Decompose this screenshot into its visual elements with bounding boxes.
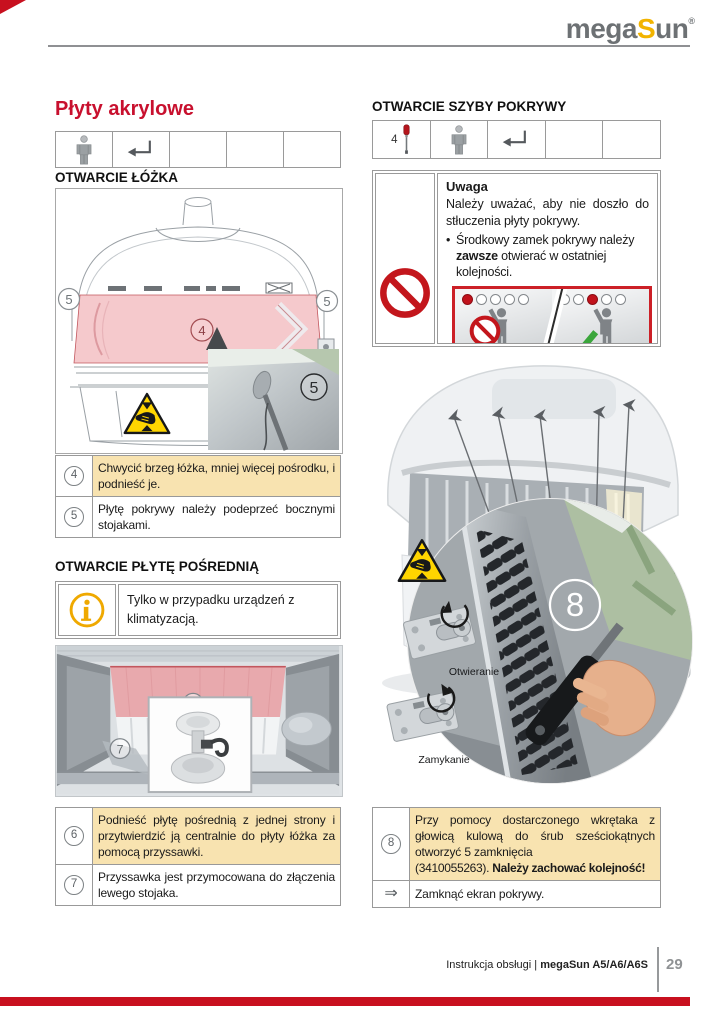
info-text: Tylko w przypadku urządzeń z klimatyzacją. [127,593,295,626]
lock-sequence-correct [552,289,649,345]
table-row [56,808,341,865]
no-sign-icon [379,267,431,319]
step-text: Przyssawka jest przymocowana do złączenia lewego stojaka. [93,865,341,906]
figure-middle-plate-photo [55,645,343,797]
warning-title: Uwaga [446,179,488,194]
callout-5-right [317,291,338,312]
step-text: Chwycić brzeg łóżka, mniej więcej pośrodku, i podnieść je. [93,456,341,497]
steps-table-plate [55,807,341,906]
step-number: 4 [64,466,84,486]
pictogram-strip-right [372,120,661,159]
pictogram-cell-empty [227,131,284,168]
table-row [56,456,341,497]
step-number: 5 [64,507,84,527]
svg-text:8: 8 [565,586,585,623]
step-text: Zamknąć ekran pokrywy. [410,881,661,907]
table-row [56,865,341,906]
pictogram-cell-empty [603,120,661,159]
svg-text:7: 7 [116,742,124,757]
person-icon [74,135,94,165]
warning-box [372,170,661,347]
pictogram-cell [55,131,113,168]
step-text: Podnieść płytę pośrednią z jednej strony i przytwierdzić ją centralnie do płyty łóżka za pomocą przyssawki. [93,808,341,865]
lock-sequence-image [452,286,652,345]
green-check-icon [560,329,600,345]
pictogram-cell [372,120,431,159]
section-heading-cover-pane: OTWARCIE SZYBY POKRYWY [372,99,567,114]
label-closing: Zamykanie [418,754,470,766]
warning-bullet: • Środkowy zamek pokrywy należy zawsze otwierać w ostatniej kolejności. [446,232,635,280]
svg-text:5: 5 [323,294,331,309]
svg-text:5: 5 [309,380,319,397]
info-box [55,581,341,639]
support-stand-photo-inset [208,349,339,450]
step-text: Płytę pokrywy należy podeprzeć bocznymi stojakami. [93,497,341,538]
logo-text: mega [565,13,637,44]
section-heading-middle-plate: OTWARCIE PŁYTĘ POŚREDNIĄ [55,559,260,574]
crush-hazard-icon [125,394,169,433]
page-number: 29 [666,956,683,973]
logo-text-2: un [655,13,689,44]
brand-logo [566,13,695,45]
footer-divider [657,947,659,992]
no-sign-icon [469,315,501,345]
registered-mark: ® [688,16,695,26]
pictogram-cell [488,120,546,159]
warning-text: Należy uważać, aby nie doszło do stłuczenia płyty pokrywy. [446,197,649,228]
table-row [373,808,661,881]
svg-text:5: 5 [65,292,73,307]
suction-cup-inset [149,697,252,792]
return-arrow-icon [501,128,531,151]
lock-dots [559,294,626,305]
pictogram-cell-empty [170,131,227,168]
pictogram-cell [431,120,489,159]
logo-accent-letter: S [636,13,656,44]
page-corner-accent [0,0,26,14]
svg-text:4: 4 [198,323,206,338]
table-row [373,881,661,907]
pictogram-cell-empty [284,131,341,168]
step-number: 6 [64,826,84,846]
footer-accent-bar [0,997,690,1006]
tool-count: 4 [391,133,398,146]
lock-dots [462,294,529,305]
pictogram-strip-left [55,131,341,168]
steps-table-locks [372,807,661,908]
page-title: Płyty akrylowe [55,98,194,120]
pictogram-cell [113,131,170,168]
person-icon [449,125,469,155]
lock-sequence-wrong [455,289,552,345]
label-opening: Otwieranie [448,666,500,678]
screwdriver-icon [401,124,412,155]
info-icon [67,590,107,630]
step-text: Przy pomocy dostarczonego wkrętaka z głowicą kulową do śrub sześciokątnych otworzyć 5 zamknięcia (3410055263). Należy zachować kolejność! [410,808,661,881]
footer-caption: Instrukcja obsługi | megaSun A5/A6/A6S [446,959,648,971]
callout-4 [191,319,213,341]
return-arrow-icon [126,138,156,161]
section-heading-open-bed: OTWARCIE ŁÓŻKA [55,170,178,185]
header-rule [48,45,690,47]
callout-7 [110,739,130,759]
result-arrow: ⇒ [384,885,398,903]
figure-cover-locks-photo [372,353,702,795]
steps-table-bed [55,455,341,538]
callout-5-left [59,289,80,310]
step-number: 8 [381,834,401,854]
pictogram-cell-empty [546,120,604,159]
table-row [56,497,341,538]
figure-bed-drawing [55,188,343,454]
step-number: 7 [64,875,84,895]
